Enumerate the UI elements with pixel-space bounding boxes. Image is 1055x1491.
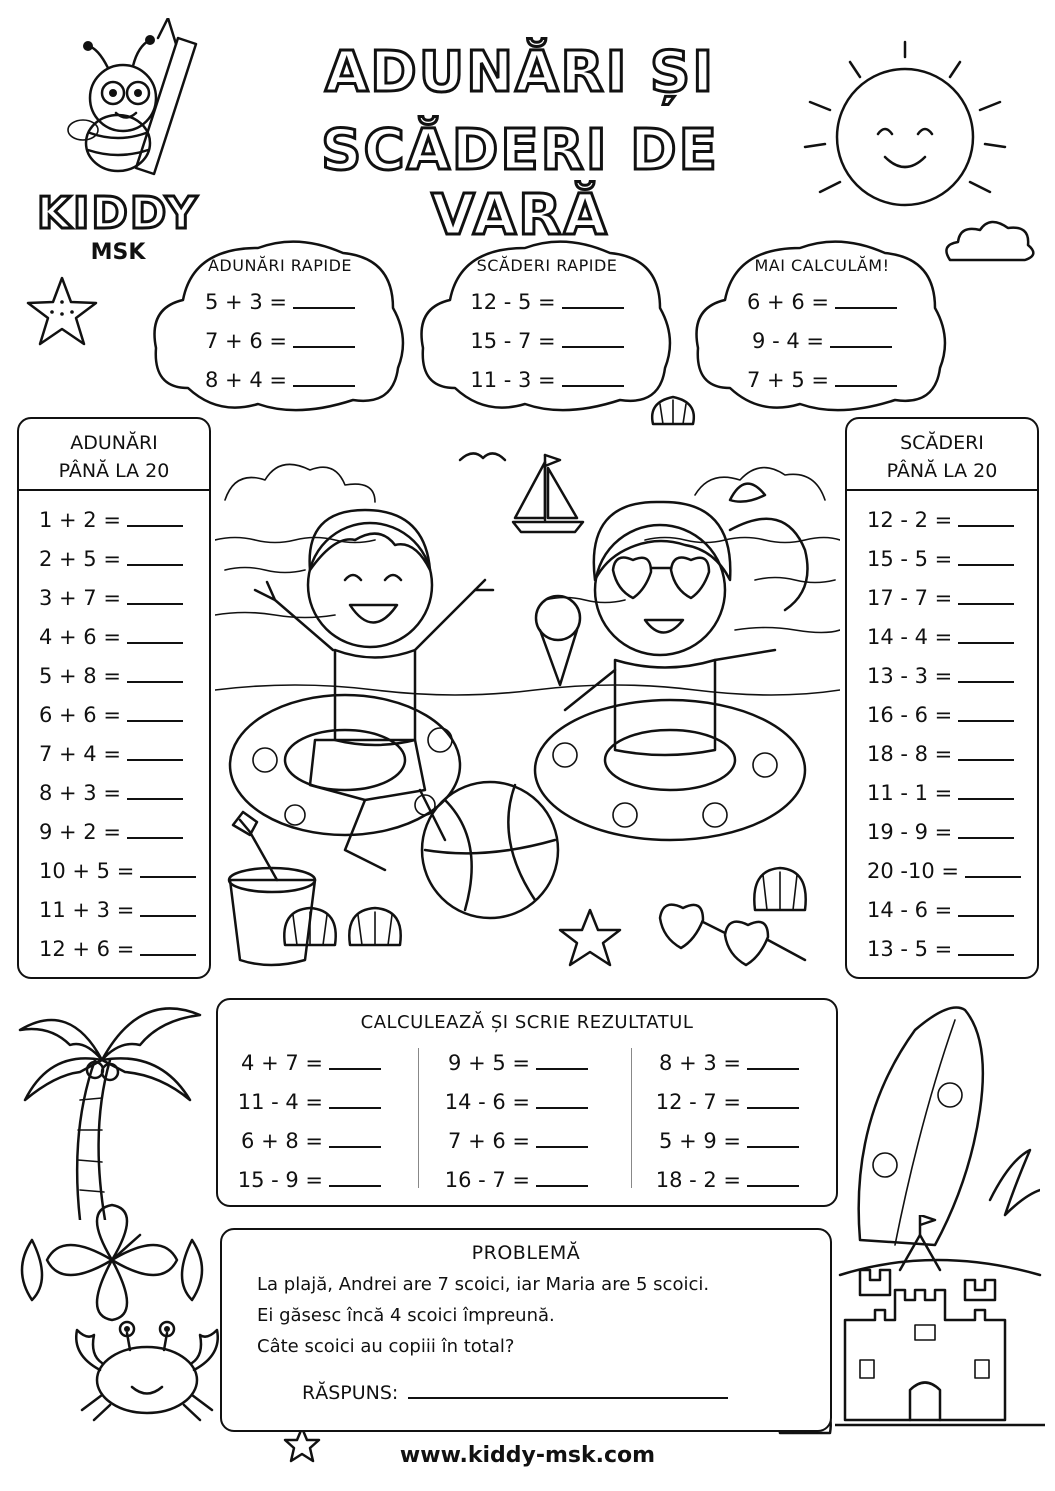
exercise-row: [19, 852, 209, 891]
exercise-text: 6 + 6 =: [747, 290, 829, 314]
exercise-row: [847, 579, 1037, 618]
answer-blank[interactable]: [293, 367, 355, 387]
exercise-text: 9 - 4 =: [752, 329, 824, 353]
problem-text-line: Ei găsesc încă 4 scoici împreună.: [257, 1305, 555, 1326]
answer-blank[interactable]: [747, 1050, 799, 1070]
calc-column: [425, 1044, 625, 1200]
panel-subtitle: PÂNĂ LA 20: [58, 460, 170, 482]
answer-blank[interactable]: [536, 1089, 588, 1109]
addition-panel: [17, 417, 211, 979]
answer-blank[interactable]: [958, 624, 1014, 644]
exercise-row: [425, 1083, 625, 1122]
cloud-title: SCĂDERI RAPIDE: [476, 256, 618, 275]
exercise-row: [19, 930, 209, 969]
exercise-text: 5 + 8 =: [39, 664, 121, 688]
heart-sunglasses-icon: [613, 558, 709, 598]
logo-wordmark: KIDDY: [36, 188, 200, 239]
exercise-text: 10 + 5 =: [39, 859, 135, 883]
answer-blank[interactable]: [536, 1128, 588, 1148]
exercise-text: 12 + 6 =: [39, 937, 135, 961]
exercise-row: [218, 1044, 418, 1083]
seashell-icon: [754, 868, 805, 910]
exercise-text: 5 + 9 =: [659, 1129, 741, 1153]
exercise-text: 11 + 3 =: [39, 898, 135, 922]
bee-mascot-icon: [38, 18, 198, 188]
exercise-text: 13 - 5 =: [867, 937, 953, 961]
exercise-row: [847, 696, 1037, 735]
exercise-text: 20 -10 =: [867, 859, 959, 883]
exercise-text: 1 + 2 =: [39, 508, 121, 532]
exercise-row: [847, 891, 1037, 930]
exercise-text: 8 + 3 =: [39, 781, 121, 805]
exercise-row: [425, 1122, 625, 1161]
answer-blank[interactable]: [835, 289, 897, 309]
answer-blank[interactable]: [562, 367, 624, 387]
exercise-row: [218, 1083, 418, 1122]
exercise-row: [847, 735, 1037, 774]
crab-icon: [62, 1315, 232, 1425]
exercise-text: 9 + 2 =: [39, 820, 121, 844]
problem-text-line: Câte scoici au copiii în total?: [257, 1336, 515, 1357]
exercise-row: [636, 1044, 836, 1083]
exercise-text: 6 + 8 =: [241, 1129, 323, 1153]
answer-blank[interactable]: [127, 702, 183, 722]
cloud-icon: [225, 464, 375, 502]
answer-blank[interactable]: [958, 507, 1014, 527]
sun-icon: [790, 22, 1020, 222]
answer-blank[interactable]: [408, 1379, 728, 1399]
calc-column: [636, 1044, 836, 1200]
exercise-row: [19, 657, 209, 696]
exercise-row: [847, 540, 1037, 579]
answer-blank[interactable]: [835, 367, 897, 387]
problem-title: PROBLEMĂ: [471, 1242, 581, 1264]
exercise-row: [415, 328, 679, 353]
exercise-row: [19, 774, 209, 813]
answer-blank[interactable]: [958, 741, 1014, 761]
column-divider: [631, 1048, 632, 1188]
exercise-text: 4 + 6 =: [39, 625, 121, 649]
answer-blank[interactable]: [536, 1050, 588, 1070]
exercise-row: [636, 1122, 836, 1161]
exercise-text: 4 + 7 =: [241, 1051, 323, 1075]
answer-blank[interactable]: [140, 936, 196, 956]
answer-blank[interactable]: [127, 663, 183, 683]
brand-logo: [18, 18, 218, 263]
exercise-row: [148, 289, 412, 314]
exercise-text: 15 - 9 =: [237, 1168, 323, 1192]
answer-blank[interactable]: [329, 1128, 381, 1148]
seashell-icon: [349, 908, 400, 945]
answer-blank[interactable]: [747, 1089, 799, 1109]
answer-blank[interactable]: [127, 585, 183, 605]
beach-scene-illustration: [215, 440, 840, 985]
ice-cream-icon: [536, 596, 580, 685]
exercise-row: [847, 774, 1037, 813]
answer-blank[interactable]: [329, 1089, 381, 1109]
exercise-text: 14 - 4 =: [867, 625, 953, 649]
exercise-row: [148, 367, 412, 392]
word-problem-box: [220, 1228, 832, 1432]
cloud-quick-subtraction: [415, 228, 679, 418]
sailboat-icon: [513, 455, 583, 532]
exercise-text: 8 + 4 =: [205, 368, 287, 392]
answer-blank[interactable]: [747, 1128, 799, 1148]
cloud-title: ADUNĂRI RAPIDE: [207, 256, 353, 275]
column-divider: [418, 1048, 419, 1188]
exercise-row: [19, 735, 209, 774]
heart-sunglasses-icon: [660, 905, 805, 965]
exercise-text: 11 - 1 =: [867, 781, 953, 805]
answer-blank[interactable]: [140, 858, 196, 878]
exercise-text: 17 - 7 =: [867, 586, 953, 610]
subtraction-panel: [845, 417, 1039, 979]
answer-label: RĂSPUNS:: [302, 1382, 399, 1404]
exercise-text: 8 + 3 =: [659, 1051, 741, 1075]
problem-text-line: La plajă, Andrei are 7 scoici, iar Maria are 5 scoici.: [257, 1274, 710, 1295]
cloud-quick-addition: [148, 228, 412, 418]
answer-blank[interactable]: [140, 897, 196, 917]
answer-blank[interactable]: [127, 624, 183, 644]
exercise-row: [425, 1161, 625, 1200]
exercise-text: 7 + 6 =: [205, 329, 287, 353]
exercise-text: 7 + 6 =: [448, 1129, 530, 1153]
exercise-text: 2 + 5 =: [39, 547, 121, 571]
answer-blank[interactable]: [293, 289, 355, 309]
answer-row: [302, 1379, 830, 1404]
exercise-text: 12 - 5 =: [470, 290, 556, 314]
exercise-row: [218, 1161, 418, 1200]
cloud-title: MAI CALCULĂM!: [754, 256, 890, 275]
page-title-line1: ADUNĂRI ȘI: [324, 40, 716, 105]
exercise-row: [218, 1122, 418, 1161]
panel-header: [847, 419, 1037, 491]
exercise-row: [415, 367, 679, 392]
exercise-row: [148, 328, 412, 353]
exercise-text: 18 - 2 =: [655, 1168, 741, 1192]
answer-blank[interactable]: [958, 546, 1014, 566]
exercise-text: 15 - 7 =: [470, 329, 556, 353]
answer-blank[interactable]: [127, 780, 183, 800]
seagull-icon: [460, 453, 505, 460]
exercise-text: 7 + 5 =: [747, 368, 829, 392]
answer-blank[interactable]: [127, 507, 183, 527]
answer-blank[interactable]: [329, 1167, 381, 1187]
hibiscus-icon: [12, 1190, 212, 1330]
exercise-row: [847, 813, 1037, 852]
answer-blank[interactable]: [830, 328, 892, 348]
sandcastle-icon: [835, 1215, 1045, 1435]
exercise-row: [847, 618, 1037, 657]
answer-blank[interactable]: [958, 780, 1014, 800]
panel-title: SCĂDERI: [900, 432, 984, 454]
exercise-row: [636, 1083, 836, 1122]
logo-subtitle: MSK: [90, 240, 146, 265]
girl-illustration: [536, 484, 808, 755]
exercise-text: 11 - 3 =: [470, 368, 556, 392]
exercise-row: [19, 696, 209, 735]
exercise-row: [690, 328, 954, 353]
exercise-row: [19, 501, 209, 540]
exercise-text: 7 + 4 =: [39, 742, 121, 766]
answer-blank[interactable]: [958, 702, 1014, 722]
answer-blank[interactable]: [329, 1050, 381, 1070]
website-link[interactable]: www.kiddy-msk.com: [399, 1443, 656, 1468]
starfish-icon: [22, 272, 102, 352]
exercise-text: 6 + 6 =: [39, 703, 121, 727]
seashell-icon: [648, 392, 698, 432]
exercise-text: 18 - 8 =: [867, 742, 953, 766]
exercise-row: [19, 891, 209, 930]
exercise-row: [847, 930, 1037, 969]
beach-ball-icon: [422, 782, 558, 918]
calculation-box: [216, 998, 838, 1207]
cloud-icon: [695, 468, 825, 500]
exercise-row: [847, 852, 1037, 891]
exercise-text: 15 - 5 =: [867, 547, 953, 571]
answer-blank[interactable]: [536, 1167, 588, 1187]
answer-blank[interactable]: [747, 1167, 799, 1187]
answer-blank[interactable]: [958, 663, 1014, 683]
answer-blank[interactable]: [562, 328, 624, 348]
answer-blank[interactable]: [958, 585, 1014, 605]
panel-title: ADUNĂRI: [70, 432, 158, 454]
box-title: CALCULEAZĂ ȘI SCRIE REZULTATUL: [360, 1012, 694, 1033]
exercise-text: 14 - 6 =: [867, 898, 953, 922]
answer-blank[interactable]: [127, 819, 183, 839]
calc-column: [218, 1044, 418, 1200]
exercise-text: 12 - 7 =: [655, 1090, 741, 1114]
page-title-line2: SCĂDERI DE VARĂ: [321, 118, 719, 248]
exercise-text: 9 + 5 =: [448, 1051, 530, 1075]
exercise-row: [19, 540, 209, 579]
answer-blank[interactable]: [958, 897, 1014, 917]
exercise-row: [636, 1161, 836, 1200]
answer-blank[interactable]: [293, 328, 355, 348]
answer-blank[interactable]: [958, 936, 1014, 956]
exercise-text: 13 - 3 =: [867, 664, 953, 688]
exercise-text: 14 - 6 =: [444, 1090, 530, 1114]
answer-blank[interactable]: [965, 858, 1021, 878]
exercise-row: [19, 579, 209, 618]
cloud-icon: [940, 210, 1040, 270]
exercise-row: [690, 289, 954, 314]
exercise-text: 16 - 7 =: [444, 1168, 530, 1192]
exercise-row: [415, 289, 679, 314]
bucket-icon: [229, 812, 315, 965]
panel-subtitle: PÂNĂ LA 20: [886, 460, 998, 482]
exercise-row: [847, 657, 1037, 696]
exercise-text: 11 - 4 =: [237, 1090, 323, 1114]
exercise-row: [425, 1044, 625, 1083]
panel-header: [19, 419, 209, 491]
exercise-row: [19, 618, 209, 657]
exercise-text: 12 - 2 =: [867, 508, 953, 532]
exercise-text: 19 - 9 =: [867, 820, 953, 844]
exercise-text: 16 - 6 =: [867, 703, 953, 727]
answer-blank[interactable]: [562, 289, 624, 309]
starfish-icon: [560, 910, 620, 965]
cloud-more-calculations: [690, 228, 954, 418]
palm-tree-icon: [10, 990, 210, 1220]
answer-blank[interactable]: [958, 819, 1014, 839]
exercise-row: [19, 813, 209, 852]
seashell-icon: [284, 908, 335, 945]
answer-blank[interactable]: [127, 546, 183, 566]
exercise-row: [690, 367, 954, 392]
answer-blank[interactable]: [127, 741, 183, 761]
exercise-row: [847, 501, 1037, 540]
exercise-text: 5 + 3 =: [205, 290, 287, 314]
exercise-text: 3 + 7 =: [39, 586, 121, 610]
